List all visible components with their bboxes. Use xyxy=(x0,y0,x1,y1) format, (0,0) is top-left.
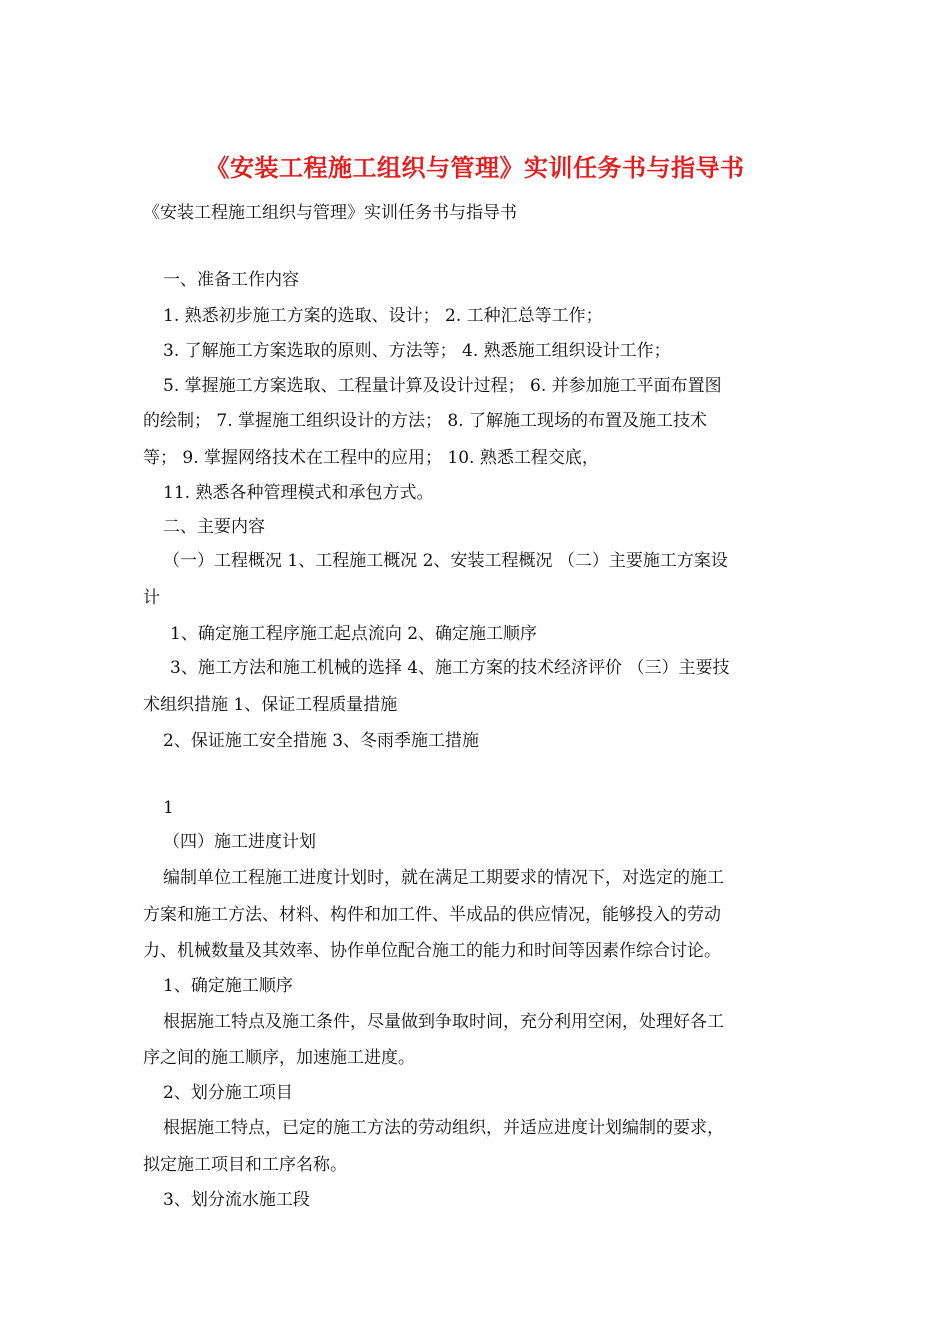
document-title: 《安装工程施工组织与管理》实训任务书与指导书 xyxy=(205,153,745,182)
document-subtitle: 《安装工程施工组织与管理》实训任务书与指导书 xyxy=(143,203,517,223)
text-line: 3、施工方法和施工机械的选择 4、施工方案的技术经济评价 （三）主要技 xyxy=(170,658,730,678)
text-line: 1、确定施工顺序 xyxy=(163,976,293,996)
text-line: 计 xyxy=(143,588,160,608)
text-line: 3. 了解施工方案选取的原则、方法等； 4. 熟悉施工组织设计工作； xyxy=(163,341,671,361)
text-line: 1、确定施工程序施工起点流向 2、确定施工顺序 xyxy=(170,624,538,644)
text-line: 根据施工特点，已定的施工方法的劳动组织，并适应进度计划编制的要求， xyxy=(163,1118,724,1138)
text-line: 的绘制； 7. 掌握施工组织设计的方法； 8. 了解施工现场的布置及施工技术 xyxy=(143,411,708,431)
text-line: 方案和施工方法、材料、构件和加工件、半成品的供应情况，能够投入的劳动 xyxy=(143,905,721,925)
text-line: 2、划分施工项目 xyxy=(163,1083,293,1103)
text-line: 根据施工特点及施工条件，尽量做到争取时间，充分利用空闲，处理好各工 xyxy=(163,1012,724,1032)
section-heading: 一、准备工作内容 xyxy=(163,270,299,290)
text-line: 力、机械数量及其效率、协作单位配合施工的能力和时间等因素作综合讨论。 xyxy=(143,941,721,961)
text-line: 11. 熟悉各种管理模式和承包方式。 xyxy=(163,483,434,503)
text-line: 2、保证施工安全措施 3、冬雨季施工措施 xyxy=(163,731,480,751)
text-line: 1. 熟悉初步施工方案的选取、设计； 2. 工种汇总等工作； xyxy=(163,306,603,326)
page-number: 1 xyxy=(163,798,174,818)
text-line: 编制单位工程施工进度计划时，就在满足工期要求的情况下，对选定的施工 xyxy=(163,868,724,888)
text-line: 序之间的施工顺序，加速施工进度。 xyxy=(143,1048,415,1068)
text-line: 5. 掌握施工方案选取、工程量计算及设计过程； 6. 并参加施工平面布置图 xyxy=(163,376,722,396)
section-heading: 二、主要内容 xyxy=(163,517,265,537)
text-line: （一）工程概况 1、工程施工概况 2、安装工程概况 （二）主要施工方案设 xyxy=(163,551,728,571)
section-heading: （四）施工进度计划 xyxy=(163,832,316,852)
text-line: 等； 9. 掌握网络技术在工程中的应用； 10. 熟悉工程交底， xyxy=(143,448,599,468)
text-line: 拟定施工项目和工序名称。 xyxy=(143,1155,347,1175)
text-line: 3、划分流水施工段 xyxy=(163,1190,310,1210)
text-line: 术组织措施 1、保证工程质量措施 xyxy=(143,695,398,715)
